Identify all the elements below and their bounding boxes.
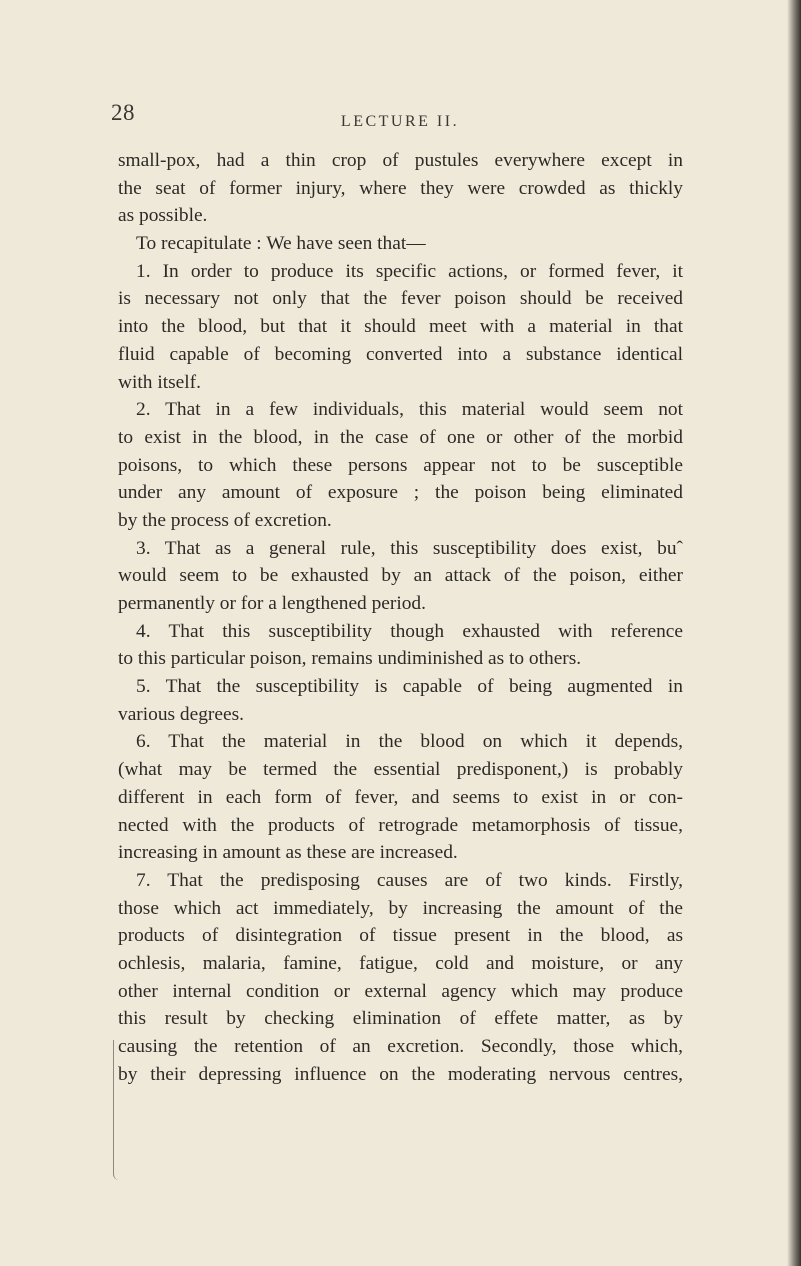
text-line: fluid capable of becoming converted into a substance identical	[118, 343, 683, 365]
text-line: 1. In order to produce its specific actions, or formed fever, it	[136, 260, 683, 282]
text-line: other internal condition or external agency which may produce	[118, 980, 683, 1002]
text-line: causing the retention of an excretion. Secondly, those which,	[118, 1036, 683, 1057]
text-line: poisons, to which these persons appear not to be susceptible	[118, 454, 683, 476]
text-line: 3. That as a general rule, this susceptibility does exist, buˆ	[136, 537, 683, 559]
text-line: 5. That the susceptibility is capable of being augmented in	[136, 676, 683, 698]
text-line: different in each form of fever, and seems to exist in or con-	[118, 786, 683, 808]
text-line: by the process of excretion.	[118, 509, 332, 531]
text-line: those which act immediately, by increasing the amount of the	[118, 897, 683, 919]
text-line: would seem to be exhausted by an attack of the poison, either	[118, 565, 683, 587]
text-line: the seat of former injury, where they were crowded as thickly	[118, 177, 683, 199]
text-line: (what may be termed the essential predisponent,) is probably	[118, 759, 683, 781]
running-head: LECTURE II.	[340, 113, 460, 130]
text-line: is necessary not only that the fever poison should be received	[118, 288, 683, 310]
text-line: 4. That this susceptibility though exhausted with reference	[136, 620, 683, 642]
text-line: with itself.	[118, 371, 201, 393]
text-line: 7. That the predisposing causes are of two kinds. Firstly,	[136, 869, 683, 891]
text-line: increasing in amount as these are increased.	[118, 842, 458, 864]
text-line: 6. That the material in the blood on which it depends,	[136, 731, 683, 753]
text-line: ochlesis, malaria, famine, fatigue, cold and moisture, or any	[118, 952, 683, 974]
text-line: nected with the products of retrograde metamorphosis of tissue,	[118, 814, 683, 836]
text-line: To recapitulate : We have seen that—	[136, 233, 426, 255]
text-line: permanently or for a lengthened period.	[118, 593, 426, 614]
text-line: into the blood, but that it should meet with a material in that	[118, 316, 683, 338]
text-line: to this particular poison, remains undiminished as to others.	[118, 648, 582, 670]
text-line: under any amount of exposure ; the poison being eliminated	[118, 482, 683, 504]
body-text	[118, 147, 683, 1088]
text-line: 2. That in a few individuals, this material would seem not	[136, 399, 683, 421]
margin-pencil-mark	[113, 1040, 121, 1180]
text-line: as possible.	[118, 205, 208, 227]
text-line: by their depressing influence on the moderating nervous centres,	[118, 1063, 683, 1085]
page-number: 28	[111, 100, 135, 125]
text-line: various degrees.	[118, 703, 244, 725]
text-line: small-pox, had a thin crop of pustules everywhere except in	[118, 150, 683, 171]
text-line: to exist in the blood, in the case of one or other of the morbid	[118, 426, 683, 448]
text-line: products of disintegration of tissue present in the blood, as	[118, 925, 683, 947]
page-edge-shadow	[787, 0, 801, 1266]
text-line: this result by checking elimination of effete matter, as by	[118, 1008, 683, 1030]
